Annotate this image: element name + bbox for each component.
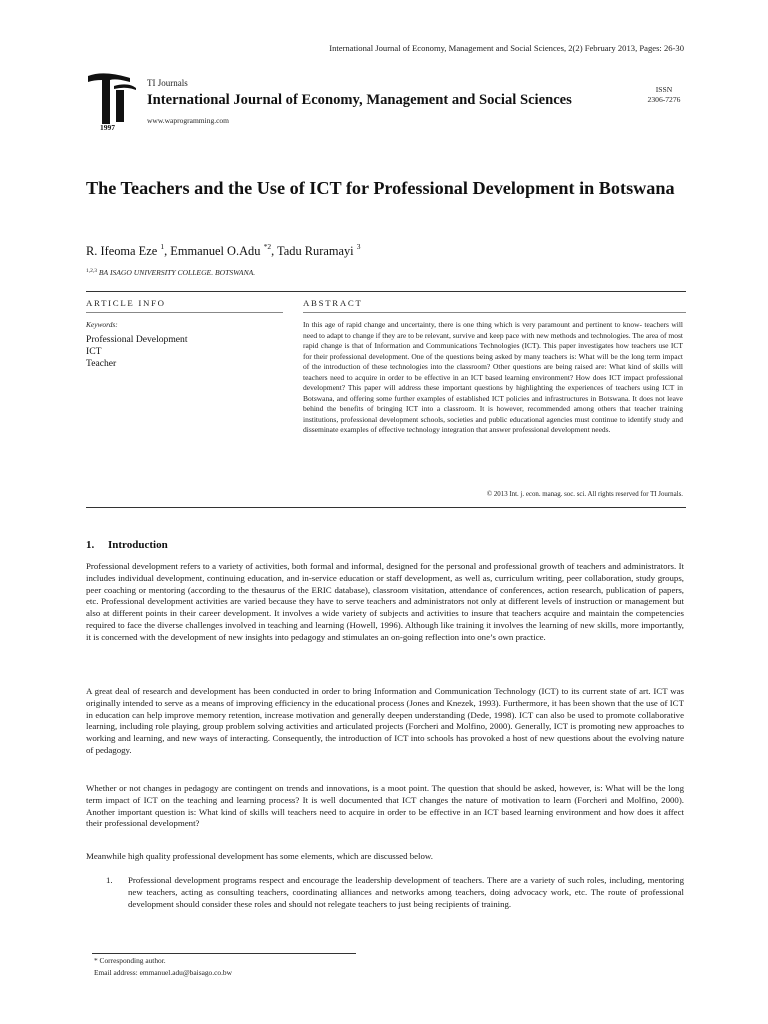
journal-title: International Journal of Economy, Management and Social Sciences — [147, 92, 572, 108]
keyword: Professional Development — [86, 334, 188, 345]
affiliation-mark: 1,2,3 — [86, 268, 97, 274]
keyword: Teacher — [86, 358, 117, 369]
author-list: R. Ifeoma Eze $^1$, Emmanuel O.Adu $^{*2}$, Tadu Ruramayi $^3$ — [86, 242, 361, 258]
copyright-notice: © 2013 Int. j. econ. manag. soc. sci. All rights reserved for TI Journals. — [486, 491, 683, 498]
body-paragraph: Whether or not changes in pedagogy are contingent on trends and innovations, is a moot point. The question that should be asked, however, is: What will be the long term impact of ICT on the teaching and learning process? It is well documented that ICT changes the nature of motivation to learn (Forcheri and Molfino, 2000). Another important question is: What kind of skills will teachers need to acquire in order to be effective in an ICT based learning environment and how does it affect their professional development? — [86, 783, 684, 829]
body-paragraph: Meanwhile high quality professional development has some elements, which are discussed below. — [86, 851, 433, 861]
section-number: 1. — [86, 539, 95, 551]
footnote-divider — [92, 953, 356, 954]
body-paragraph: A great deal of research and development has been conducted in order to bring Information and Communication Technology (ICT) to its current state of art. ICT was originally intended to serve as a means of improving efficiency in the educational process (Jones and Knezek, 1993). Furthermore, it has been shown that the use of ICT in education can help improve memory retention, increase motivation and generally deepen understanding (Dede, 1998). ICT can also be used to promote collaborative learning, including role playing, group problem solving activities and articulated projects (Forcheri and Molfino, 2000). Generally, ICT is promoting new approaches to working and learning, and new ways of interacting. Consequently, the introduction of ICT into schools has provoked a host of new questions about the evolving nature of pedagogy. — [86, 686, 684, 755]
section-heading — [86, 539, 168, 551]
journal-website[interactable]: www.waprogramming.com — [147, 116, 229, 125]
issn-block — [638, 85, 690, 105]
author-affiliation-mark: 1 — [160, 242, 165, 251]
keyword: ICT — [86, 346, 102, 357]
publisher-name: TI Journals — [147, 78, 188, 88]
issn-number: 2306-7276 — [647, 95, 681, 104]
author-affiliation-mark: 3 — [356, 242, 361, 251]
author-name: Tadu Ruramayi — [277, 244, 354, 258]
author-name: Emmanuel O.Adu — [170, 244, 261, 258]
author-affiliation-mark: *2 — [263, 242, 272, 251]
divider — [86, 507, 686, 508]
affiliation — [86, 268, 255, 277]
article-info-heading: ARTICLE INFO — [86, 298, 166, 308]
paper-title: The Teachers and the Use of ICT for Professional Development in Botswana — [86, 178, 675, 198]
divider — [86, 312, 283, 313]
list-item-text: Professional development programs respect and encourage the leadership development of teachers. There are a variety of such roles, including, mentoring new teachers, acting as consulting teachers, coordinating alliances and networks among teachers, doing advocacy work, etc. The route of professional development should consider these roles and should not relegate teachers to just being recipients of training. — [128, 875, 684, 909]
divider — [303, 312, 686, 313]
author-name: R. Ifeoma Eze — [86, 244, 158, 258]
list-item-number: 1. — [106, 875, 113, 885]
running-head: International Journal of Economy, Management and Social Sciences, 2(2) February 2013, Pages: 26-30 — [329, 43, 684, 53]
body-paragraph: Professional development refers to a variety of activities, both formal and informal, designed for the personal and professional growth of teachers and administrators. It includes individual development, continuing education, and in-service education or staff development, as well as, curriculum writing, peer collaboration, study groups, peer coaching or mentoring (according to the thesaurus of the ERIC database), classroom visitation, attendance of conferences, action research, publication of papers, etc. Professional development activities are varied because they have to serve teachers and administrators not only at different levels of instruction or management but also at different points in their career development. It involves a wide variety of subjects and activities to insure that teachers acquire and maintain the competencies required to face the diverse challenges involved in teaching and learning (Howell, 1996). Although like training it involves the learning of new skills, more importantly, it is concerned with the development of new insights into pedagogy and stimulates an on-going reflection into one’s own practice. — [86, 561, 684, 642]
logo-year: 1997 — [100, 123, 115, 132]
abstract-text: In this age of rapid change and uncertainty, there is one thing which is very paramount and pertinent to know- teachers will need to adapt to change if they are to be relevant, survive and keep pace with new methods and technologies. The area of most rapid change is that of Information and Communications Technologies (ICT). This paper investigates how teachers use ICT for their professional development. One of the questions being asked by many teachers is: What will be the long term impact of the introduction of these technologies into the classroom? Other questions are being raised are: What kind of skills will teachers need to acquire in order to be effective in an ICT based learning environment? How does ICT impact professional development? This paper will address these important questions by highlighting the experiences of teachers using ICT in Botswana, and offering some further examples of established ICT policies and infrastructures in Botswana. It does not leave behind the benefits of bringing ICT into a classroom. It is however, recommended among others that teacher training institutions, professional development schools, societies and public educational agencies must continue to identify study and disseminate examples of effective technology integration that answer professional development needs. — [303, 320, 683, 435]
email-address[interactable]: Email address: emmanuel.adu@baisago.co.bw — [94, 968, 232, 977]
abstract-heading: ABSTRACT — [303, 298, 363, 308]
journal-masthead — [86, 72, 686, 134]
keywords-label: Keywords: — [86, 320, 118, 329]
corresponding-author-note: * Corresponding author. — [94, 956, 166, 965]
divider — [86, 291, 686, 292]
section-title: Introduction — [108, 539, 168, 551]
affiliation-text: BA ISAGO UNIVERSITY COLLEGE. BOTSWANA. — [98, 268, 256, 277]
issn-label: ISSN — [655, 85, 673, 94]
